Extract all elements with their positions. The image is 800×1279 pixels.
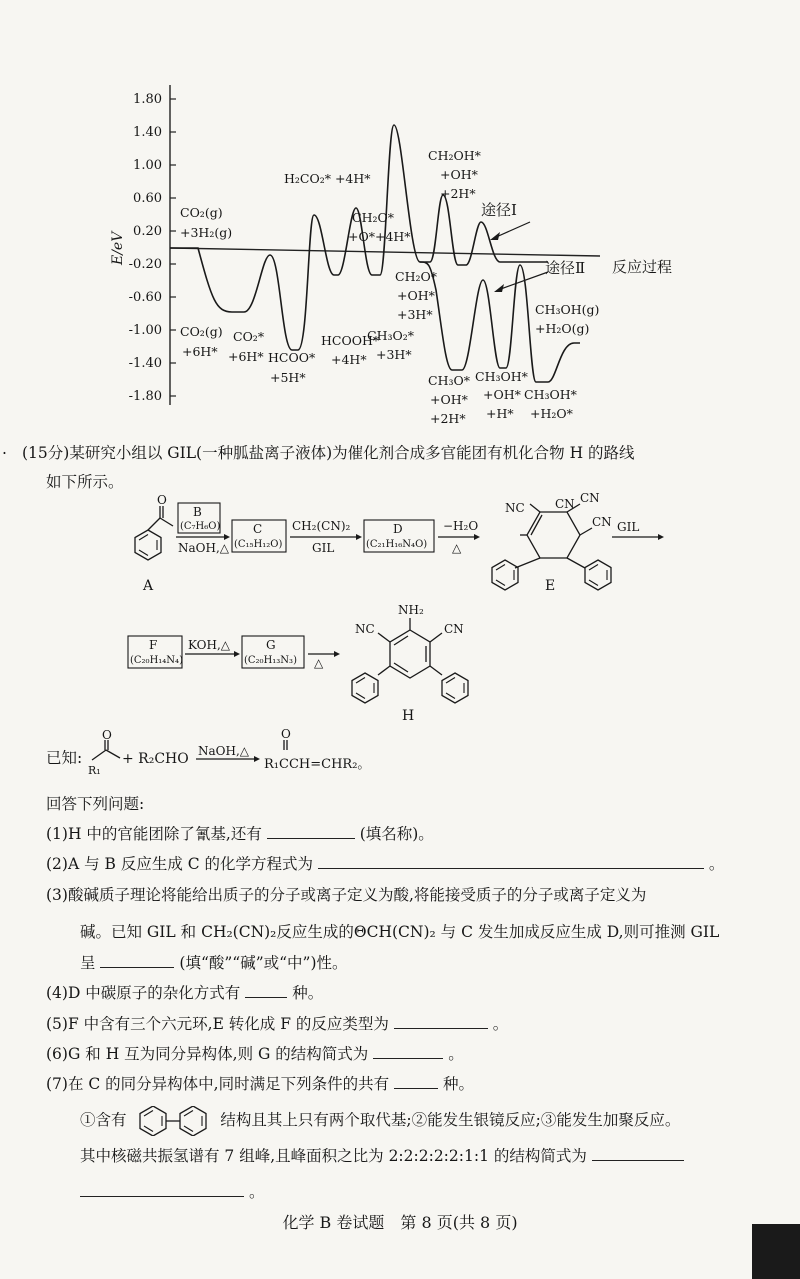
q6-text: (6)G 和 H 互为同分异构体,则 G 的结构简式为 [46,1045,369,1063]
biphenyl-icon [131,1106,215,1136]
condition-4: GIL [617,520,640,534]
q7-text: (7)在 C 的同分异构体中,同时满足下列条件的共有 [46,1075,390,1093]
nmr-line [80,1144,684,1166]
condition-1: NaOH,△ [178,541,229,555]
y-axis-label: E/eV [110,231,126,265]
compound-b-formula: (C₇H₆O) [180,521,221,532]
y-tick-label: 1.00 [133,158,162,173]
compound-h-label: H [402,708,415,724]
y-tick-label: 1.40 [133,125,162,140]
state-label: CH₂O* [395,269,437,284]
y-tick-label: -0.20 [128,257,162,272]
state-label: HCOOH* [321,333,380,348]
state-label: CH₃O* [428,373,470,388]
q3-line-1: (3)酸碱质子理论将能给出质子的分子或离子定义为酸,将能接受质子的分子或离子定义为 [46,886,647,904]
compound-d-formula: (C₂₁H₁₆N₄O) [366,539,428,550]
nmr-line-2 [80,1180,264,1202]
known-condition: NaOH,△ [198,744,249,758]
q4-suffix: 种。 [292,984,324,1002]
pathway-1-label: 途径Ⅰ [481,201,517,219]
state-label: +6H* [228,349,264,364]
question-intro: 如下所示。 [46,473,124,491]
nmr-answer-blank-2[interactable] [80,1182,244,1197]
page-footer: 化学 B 卷试题 第 8 页(共 8 页) [282,1213,518,1232]
q5-text: (5)F 中含有三个六元环,E 转化成 F 的反应类型为 [46,1015,389,1033]
state-label: H₂CO₂* +4H* [284,171,371,186]
x-axis [170,248,600,256]
state-label: +OH* [440,167,478,182]
compound-e-group: CN [580,491,600,505]
state-label: +3H₂(g) [180,225,233,240]
state-label: CH₃O₂* [367,328,414,343]
y-tick-label: -1.00 [128,323,162,338]
state-label: HCOO* [268,350,316,365]
subquestion-7 [46,1072,474,1094]
condition-2: GIL [312,541,335,555]
known-o-2: O [281,728,291,741]
state-label: +5H* [270,370,306,385]
reagent-2: CH₂(CN)₂ [292,519,351,533]
nmr-end: 。 [248,1183,265,1201]
compound-h-structure [378,618,442,678]
y-tick-label: -1.80 [128,389,162,404]
q7-conditions [80,1106,680,1136]
q1-answer-blank[interactable] [267,824,355,839]
compound-c-formula: (C₁₅H₁₂O) [234,539,283,550]
compound-f-formula: (C₂₀H₁₄N₄) [130,655,183,666]
condition-6: △ [314,656,324,670]
compound-e-group: CN [592,515,612,529]
question-prefix: . [2,440,7,458]
compound-h-group: CN [444,622,464,636]
pathway-2-label: 途径Ⅱ [545,259,586,277]
known-reaction [80,728,400,778]
corner-mark [752,1224,800,1279]
q7-suffix: 种。 [442,1075,474,1093]
cond-text-b: 结构且其上只有两个取代基;②能发生银镜反应;③能发生加聚反应。 [220,1111,681,1129]
compound-d-name: D [393,522,403,536]
state-label: CH₂O* [352,210,394,225]
y-tick-label: -0.60 [128,290,162,305]
subquestion-4 [46,981,323,1003]
state-label: +OH* [430,392,468,407]
q1-suffix: (填名称)。 [359,825,434,843]
compound-e-structure [515,504,592,568]
subquestion-5 [46,1012,508,1034]
compound-h-group: NC [355,622,375,636]
pathway-1-arrow [494,222,530,238]
synthesis-scheme [0,490,800,730]
state-label: +OH* [397,288,435,303]
q2-suffix: 。 [708,855,725,873]
q1-text: (1)H 中的官能团除了氰基,还有 [46,825,262,843]
answer-intro: 回答下列问题: [46,795,145,813]
compound-e-group: NC [505,501,525,515]
subquestion-1 [46,822,434,844]
state-label: +3H* [397,307,433,322]
state-label: +3H* [376,347,412,362]
known-prefix: 已知: [46,749,83,767]
state-label: +H₂O(g) [535,321,590,336]
q3-suffix: (填“酸”“碱”或“中”)性。 [179,954,348,972]
compound-h-group: NH₂ [398,603,424,617]
svg-text:O: O [157,493,167,507]
state-label: +2H* [440,186,476,201]
x-axis-label: 反应过程 [612,258,673,276]
q6-answer-blank[interactable] [373,1044,443,1059]
energy-profile-diagram [0,0,800,440]
state-label: CH₃OH(g) [535,302,600,317]
state-label: +4H* [331,352,367,367]
state-label: +6H* [182,344,218,359]
q4-text: (4)D 中碳原子的杂化方式有 [46,984,241,1002]
pathway-2-arrowhead [494,284,504,292]
y-tick-label: 1.80 [133,92,162,107]
known-o-1: O [102,728,112,742]
q7-answer-blank[interactable] [394,1074,438,1089]
q2-text: (2)A 与 B 反应生成 C 的化学方程式为 [46,855,314,873]
q6-suffix: 。 [448,1045,464,1063]
compound-a-structure [135,493,173,560]
q3-answer-blank[interactable] [100,953,174,968]
compound-a-label: A [143,578,154,594]
condition-5: KOH,△ [188,638,230,652]
q3-text: 呈 [80,954,96,972]
compound-g-name: G [266,638,276,652]
compound-f-name: F [149,638,158,652]
subquestion-2 [46,852,724,874]
state-label: +H* [486,406,514,421]
known-plus-aldehyde: + R₂CHO [122,751,189,767]
compound-g-formula: (C₂₀H₁₃N₃) [244,655,297,666]
reagent-3: −H₂O [443,519,479,533]
subquestion-3-line-3 [80,951,348,973]
question-header: (15分)某研究小组以 GIL(一种胍盐离子液体)为催化剂合成多官能团有机化合物 H 的路线 [22,444,635,462]
state-label: CO₂(g) [180,205,223,220]
pathway-1-arrowhead [490,232,500,240]
state-label: CO₂* [233,329,265,344]
cond-text-a: ①含有 [80,1111,127,1129]
compound-e-group: CN [555,497,575,511]
state-label: +OH* [483,387,521,402]
subquestion-6 [46,1042,464,1064]
known-r1: R₁ [88,764,101,777]
state-label: CO₂(g) [180,324,223,339]
nmr-text: 其中核磁共振氢谱有 7 组峰,且峰面积之比为 2:2:2:2:2:1:1 的结构简式为 [80,1147,587,1165]
y-tick-label: 0.60 [133,191,162,206]
state-label: +2H* [430,411,466,426]
compound-c-name: C [253,522,263,536]
condition-3: △ [452,541,462,555]
compound-e-label: E [545,578,556,594]
state-label: +H₂O* [530,406,573,421]
nmr-answer-blank-1[interactable] [592,1146,684,1161]
compound-b-name: B [193,505,202,519]
state-label: CH₃OH* [475,369,528,384]
y-tick-label: 0.20 [133,224,162,239]
q2-answer-blank[interactable] [318,854,704,869]
y-tick-label: -1.40 [128,356,162,371]
state-label: CH₂OH* [428,148,481,163]
q5-answer-blank[interactable] [394,1014,488,1029]
state-label: +O*+4H* [348,229,411,244]
q4-answer-blank[interactable] [245,983,287,998]
q5-suffix: 。 [492,1015,509,1033]
q3-line-2: 碱。已知 GIL 和 CH₂(CN)₂反应生成的ΘCH(CN)₂ 与 C 发生加成反应生成 D,则可推测 GIL [80,923,720,941]
state-label: CH₃OH* [524,387,577,402]
known-product: R₁CCH=CHR₂。 [264,757,371,772]
